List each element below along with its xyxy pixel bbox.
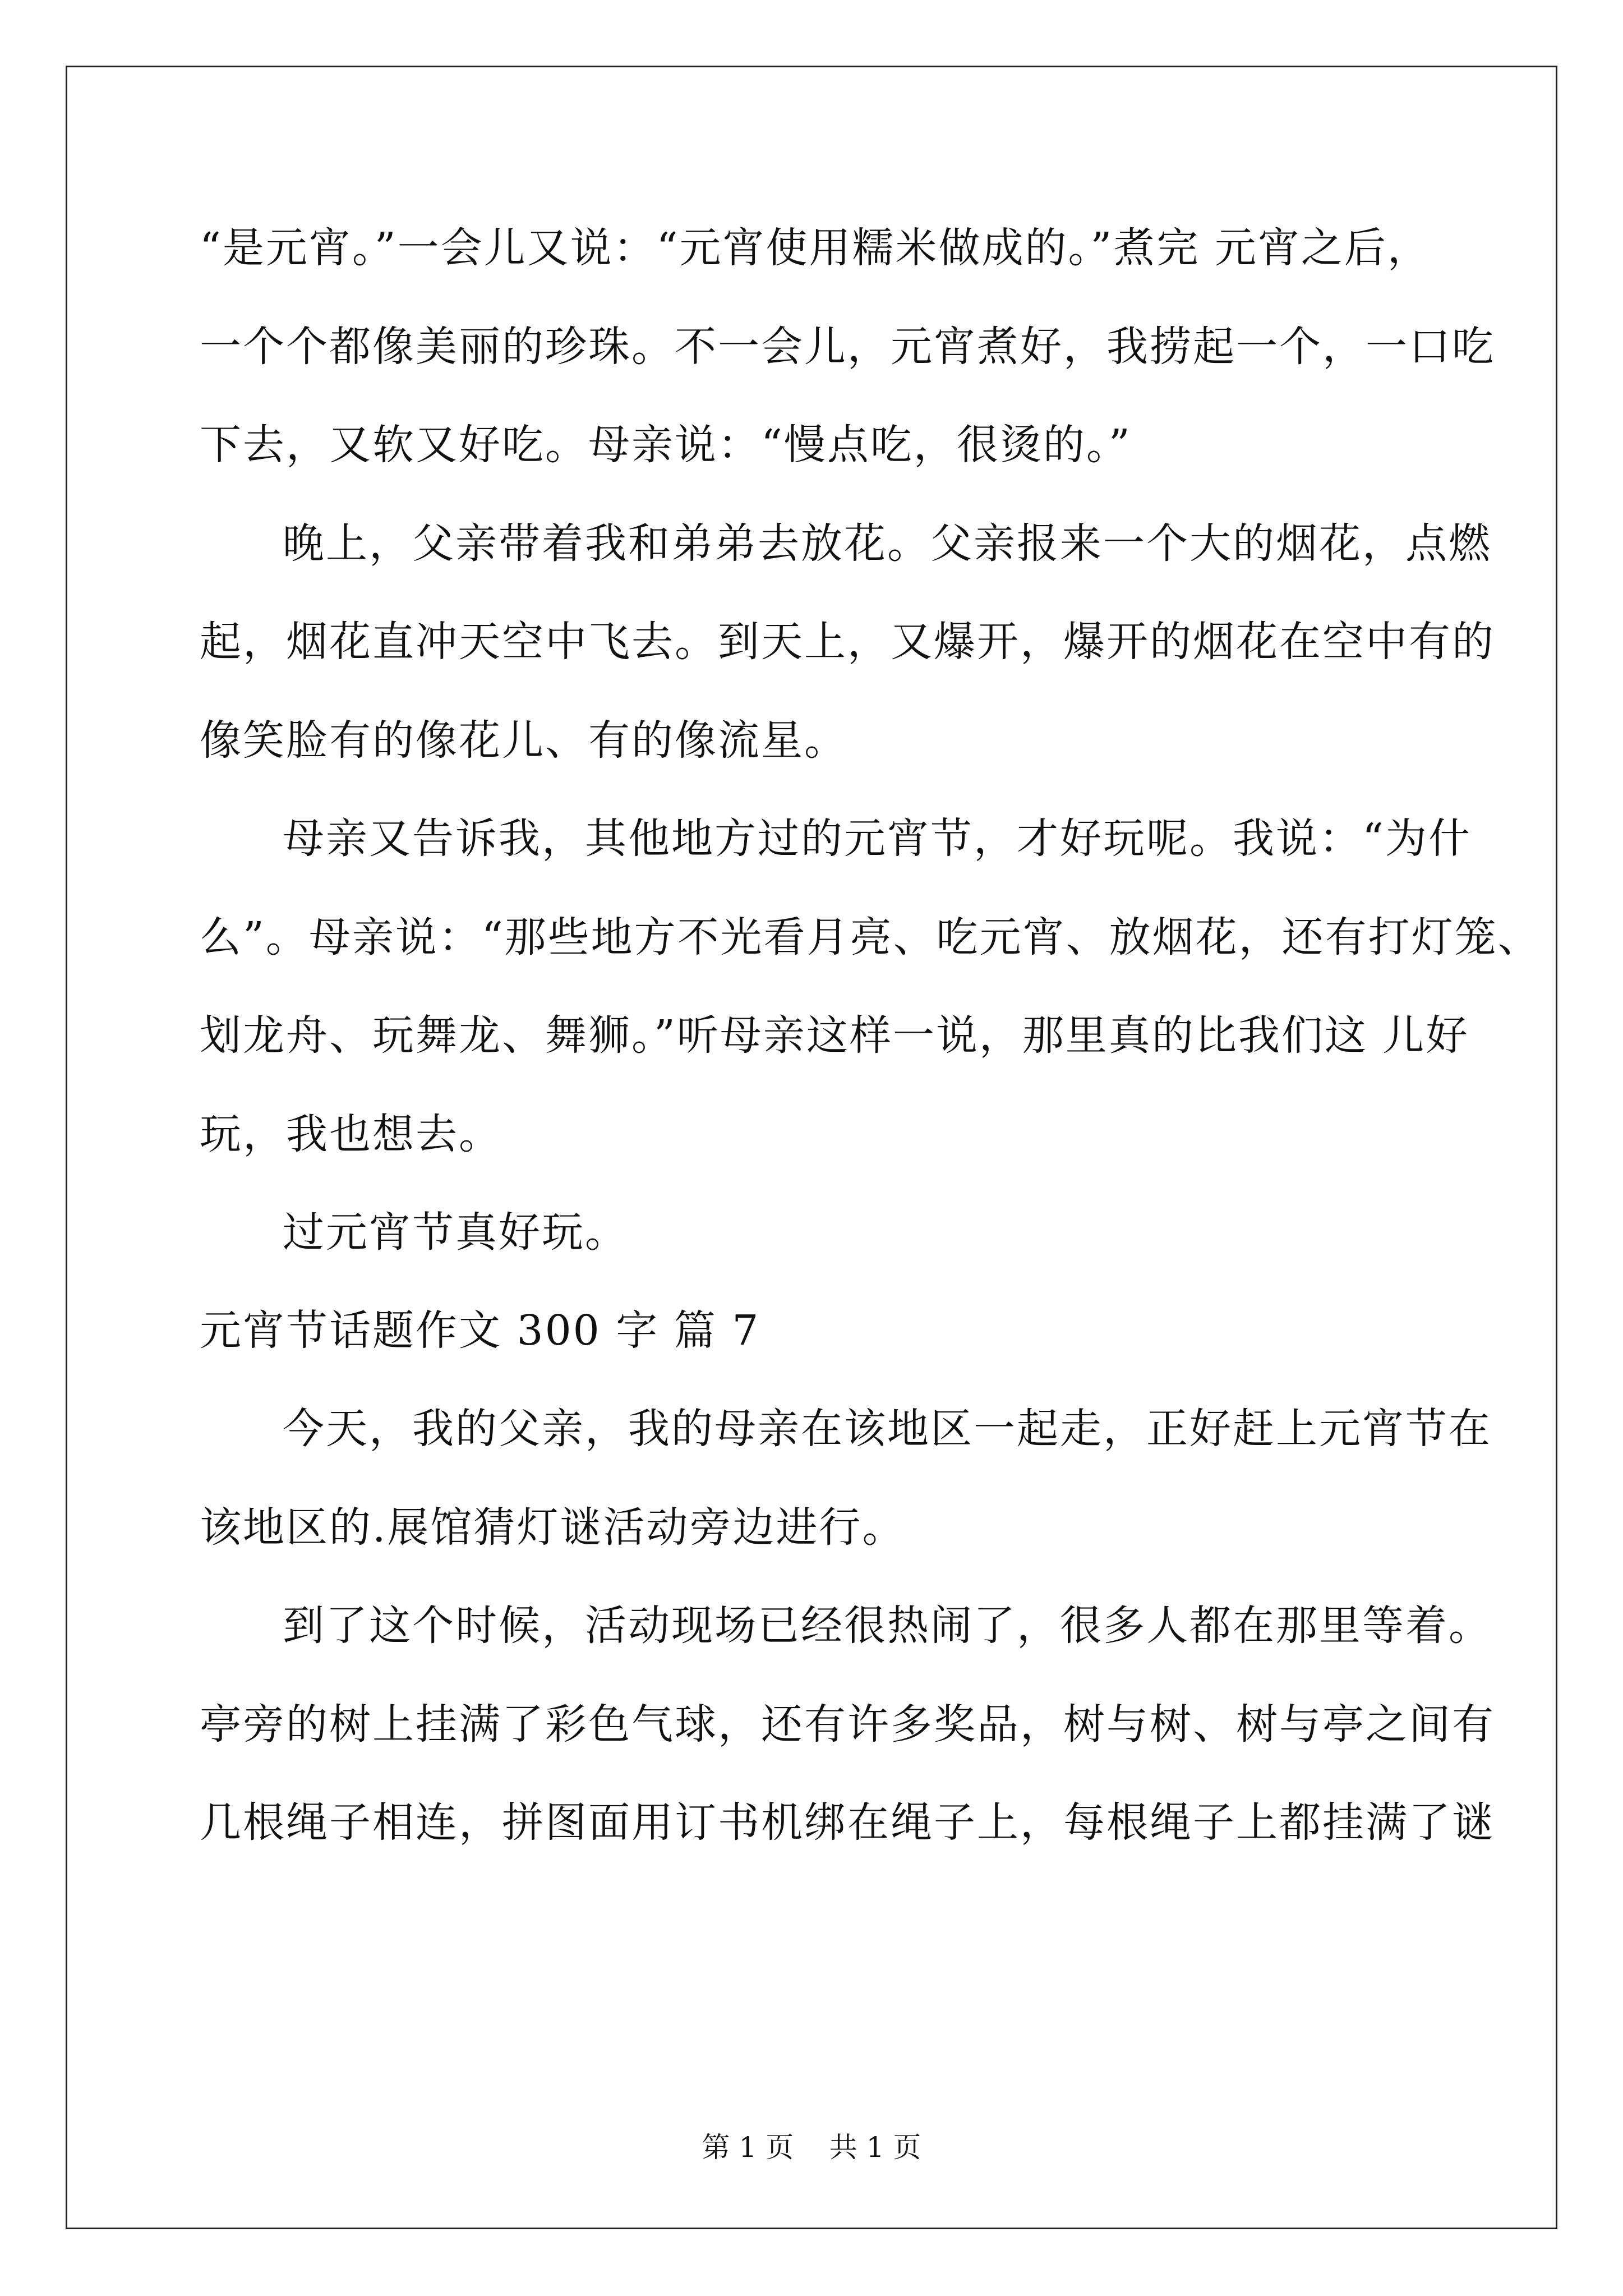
paragraph-start-line: 到了这个时候，活动现场已经很热闹了，很多人都在那里等着。 xyxy=(283,1602,1492,1650)
text-line: 几根绳子相连，拼图面用订书机绑在绳子上，每根绳子上都挂满了谜 xyxy=(200,1798,1495,1847)
paragraph-start-line: 母亲又告诉我，其他地方过的元宵节，才好玩呢。我说：“为什 xyxy=(283,815,1472,863)
text-line: 一个个都像美丽的珍珠。不一会儿，元宵煮好，我捞起一个，一口吃 xyxy=(200,323,1495,371)
text-line: “是元宵。”一会儿又说：“元宵使用糯米做成的。”煮完 元宵之后， xyxy=(200,224,1431,272)
paragraph-start-line: 晚上，父亲带着我和弟弟去放花。父亲报来一个大的烟花，点燃 xyxy=(283,519,1492,568)
section-heading: 元宵节话题作文 300 字 篇 7 xyxy=(200,1306,760,1355)
page-footer: 第 1 页 共 1 页 xyxy=(702,2131,921,2164)
text-line: 么”。母亲说：“那些地方不光看月亮、吃元宵、放烟花，还有打灯笼、 xyxy=(200,913,1541,961)
paragraph-start-line: 过元宵节真好玩。 xyxy=(283,1208,628,1257)
paragraph-start-line: 今天，我的父亲，我的母亲在该地区一起走，正好赶上元宵节在 xyxy=(283,1405,1492,1453)
text-line: 玩，我也想去。 xyxy=(200,1110,502,1158)
text-line: 像笑脸有的像花儿、有的像流星。 xyxy=(200,716,847,765)
text-line: 划龙舟、玩舞龙、舞狮。”听母亲这样一说，那里真的比我们这 儿好 xyxy=(200,1011,1469,1060)
text-line: 该地区的.展馆猜灯谜活动旁边进行。 xyxy=(200,1503,906,1552)
text-line: 起，烟花直冲天空中飞去。到天上，又爆开，爆开的烟花在空中有的 xyxy=(200,618,1495,666)
text-line: 下去，又软又好吃。母亲说：“慢点吃，很烫的。” xyxy=(200,421,1132,469)
text-line: 亭旁的树上挂满了彩色气球，还有许多奖品，树与树、树与亭之间有 xyxy=(200,1700,1495,1749)
